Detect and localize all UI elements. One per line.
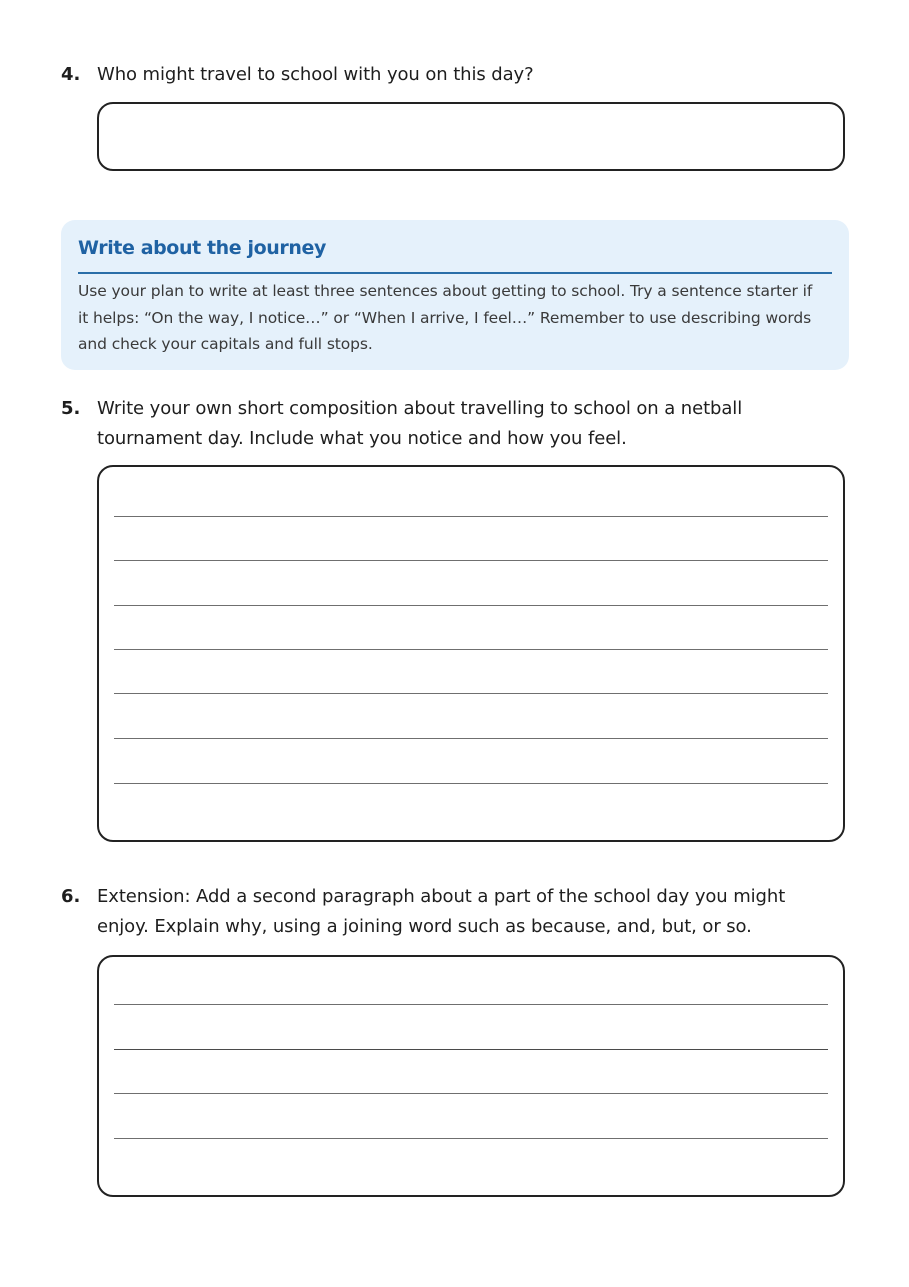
question-4-answer-box[interactable] [97,102,845,171]
writing-line [114,560,828,561]
writing-line [114,1138,828,1139]
question-6-text: Extension: Add a second paragraph about a part of the school day you might enjoy. Explain why, using a joining word such as because, and, but, or so. [97,886,786,937]
writing-line [114,516,828,517]
writing-line [114,649,828,650]
question-5-text: Write your own short composition about travelling to school on a netball tournament day. Include what you notice and how you feel. [97,398,743,449]
writing-line [114,1049,828,1050]
info-panel [61,220,849,370]
writing-line [114,605,828,606]
question-4-text: Who might travel to school with you on this day? [97,64,534,85]
question-6-number: 6. [61,886,81,907]
info-panel-divider [78,272,832,274]
question-5-number: 5. [61,398,81,419]
info-panel-title: Write about the journey [78,237,326,259]
question-6-writing-box[interactable] [97,955,845,1197]
question-4-number: 4. [61,64,81,85]
info-panel-body: Use your plan to write at least three sentences about getting to school. Try a sentence starter if it helps: “On the way, I notice…” or “When I arrive, I feel…” Remember to use describing words and check your capitals and full stops. [78,282,813,353]
writing-line [114,738,828,739]
writing-line [114,1093,828,1094]
writing-line [114,1004,828,1005]
writing-line [114,783,828,784]
question-5-writing-box[interactable] [97,465,845,842]
writing-line [114,693,828,694]
